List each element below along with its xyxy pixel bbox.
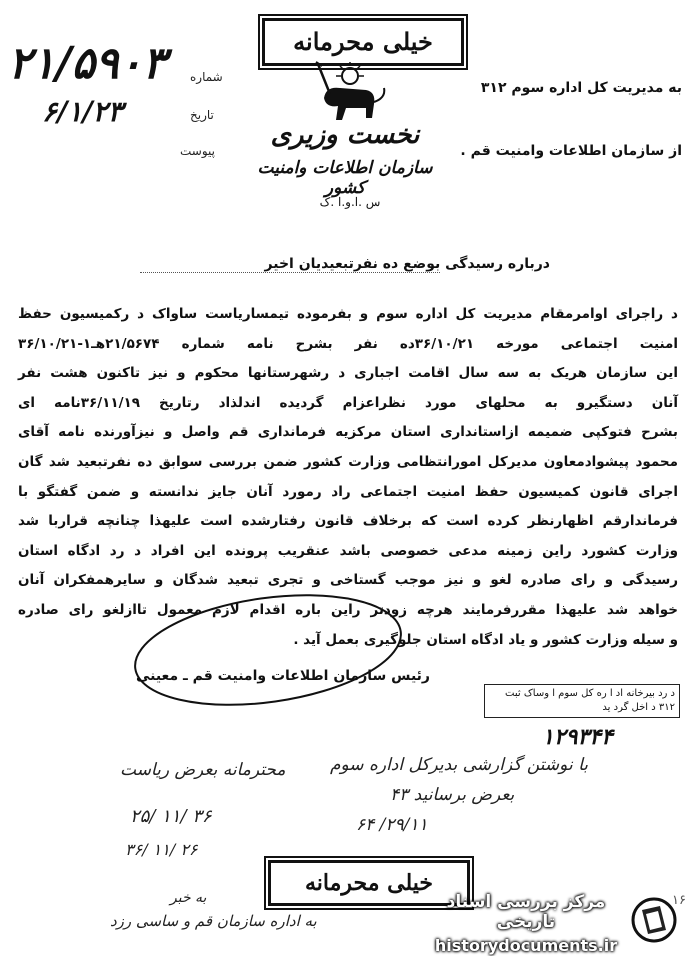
handwritten-note: بعرض برسانید ۴۳ <box>390 785 515 805</box>
body-line: اجرای قانون کمیسیون حفظ امنیت اجتماعی راد رمورد آنان جایز ندانسته و ضمن گفتگو با <box>18 483 678 500</box>
body-line: آنان دستگیرو به محلهای مورد نظراعزام گردیده اندلذاد رتاریخ ۳۶/۱۱/۱۹نامه ای <box>18 394 678 411</box>
watermark-logo-icon <box>630 896 678 944</box>
organization-code: س .ا.و.ا .ک <box>319 195 381 209</box>
page-number: ۱۶ <box>672 893 686 908</box>
handwritten-note: ۲۹/۱۱/ ۶۴ <box>356 815 428 835</box>
handwritten-note: محترمانه بعرض ریاست <box>120 760 286 780</box>
body-line: فرماندارقم اظهارنظر کرده است که برخلاف قانون رفتارشده است علیهذا چنانچه قراربا شد <box>18 513 678 530</box>
handwritten-note: ۳۶/ ۱۱/ ۲۶ <box>125 840 198 859</box>
body-line: رسیدگی و رای صادره لغو و نیز موجب گستاخی و تجری تبعید شدگان و سایرهمفکران آنان <box>18 572 678 589</box>
body-line: خواهد شد علیهذا مقررفرمایند هرچه زودتر راین باره اقدام لازم معمول تاازلغو رای صادره <box>18 601 678 618</box>
body-line: امنیت اجتماعی مورخه ۳۶/۱۰/۲۱ده نفر بشرح نامه شماره ۲۱/۵۶۷۴هـ۱-۳۶/۱۰/۲۱ <box>18 335 678 352</box>
number-label: شماره <box>190 70 223 84</box>
body-line: محمود پیشوادمعاون مدیرکل امورانتظامی وزارت کشور ضمن بررسی سوابق ده نفرتبعید شد گان <box>18 453 678 470</box>
handwritten-note: به خبر <box>170 890 207 906</box>
bottom-confidential-stamp: خیلی محرمانه <box>268 860 470 906</box>
top-confidential-stamp: خیلی محرمانه <box>262 18 464 66</box>
watermark <box>426 892 626 955</box>
date-label: تاریخ <box>190 108 214 122</box>
body-line: و سیله وزارت کشور و یاد ادگاه استان جلوگیری بعمل آید . <box>293 631 678 648</box>
body-line: وزارت کشورد راین زمینه مدعی خصوصی باشد عنقریب پرونده این افراد د رد ادگاه استان <box>18 542 678 559</box>
receipt-line-2: ۳۱۲ د اخل گرد ید <box>602 702 675 713</box>
subject-underline <box>140 272 440 273</box>
office-title: نخست وزیری <box>270 120 420 150</box>
watermark-title: مرکز بررسی اسناد تاریخی <box>446 892 606 932</box>
organization-title: سازمان اطلاعات وامنیت کشور <box>257 158 433 198</box>
receipt-number: ۱۲۹۳۴۴ <box>542 724 613 750</box>
receipt-line-1: د رد بیرخانه اد ا ره کل سوم ا وساک ثبت <box>505 688 675 699</box>
body-line: بشرح فتوکپی ضمیمه ازاستانداری استان مرکزیه فرمانداری قم واصل و نیزآورنده نامه آقای <box>18 424 678 441</box>
body-line: این سازمان هریک به سه سال اقامت اجباری د رشهرستانها محکوم و نیز تاکنون هشت نفر <box>18 365 678 382</box>
handwritten-note: ۲۵/ ۱۱/ ۳۶ <box>130 806 212 827</box>
attachment-label: پیوست <box>180 144 215 158</box>
addressee-from: از سازمان اطلاعات وامنیت قم . <box>460 143 682 159</box>
hand-drawn-ellipse <box>128 590 408 710</box>
subject-line: درباره رسیدگی بوضع ده نفرتبعیدیان اخیر <box>264 256 550 272</box>
watermark-site: historydocuments.ir <box>434 936 618 955</box>
handwritten-note: با نوشتن گزارشی بدیرکل اداره سوم <box>330 755 588 775</box>
handwritten-note: به اداره سازمان قم و ساسی رزد <box>110 912 317 930</box>
body-line: د راجرای اوامرمقام مدیریت کل اداره سوم و بفرموده تیمساریاست ساواک د رکمیسیون حفظ <box>18 306 678 322</box>
addressee-to: به مدیریت کل اداره سوم ۳۱۲ <box>480 80 682 96</box>
signature-line: رئیس سازمان اطلاعات وامنیت قم ـ معینی <box>135 668 430 684</box>
handwritten-date: ۶/۱/۲۳ <box>42 95 123 128</box>
receipt-box <box>484 684 680 718</box>
handwritten-number: ۲۱/۵۹۰۳ <box>8 38 166 89</box>
